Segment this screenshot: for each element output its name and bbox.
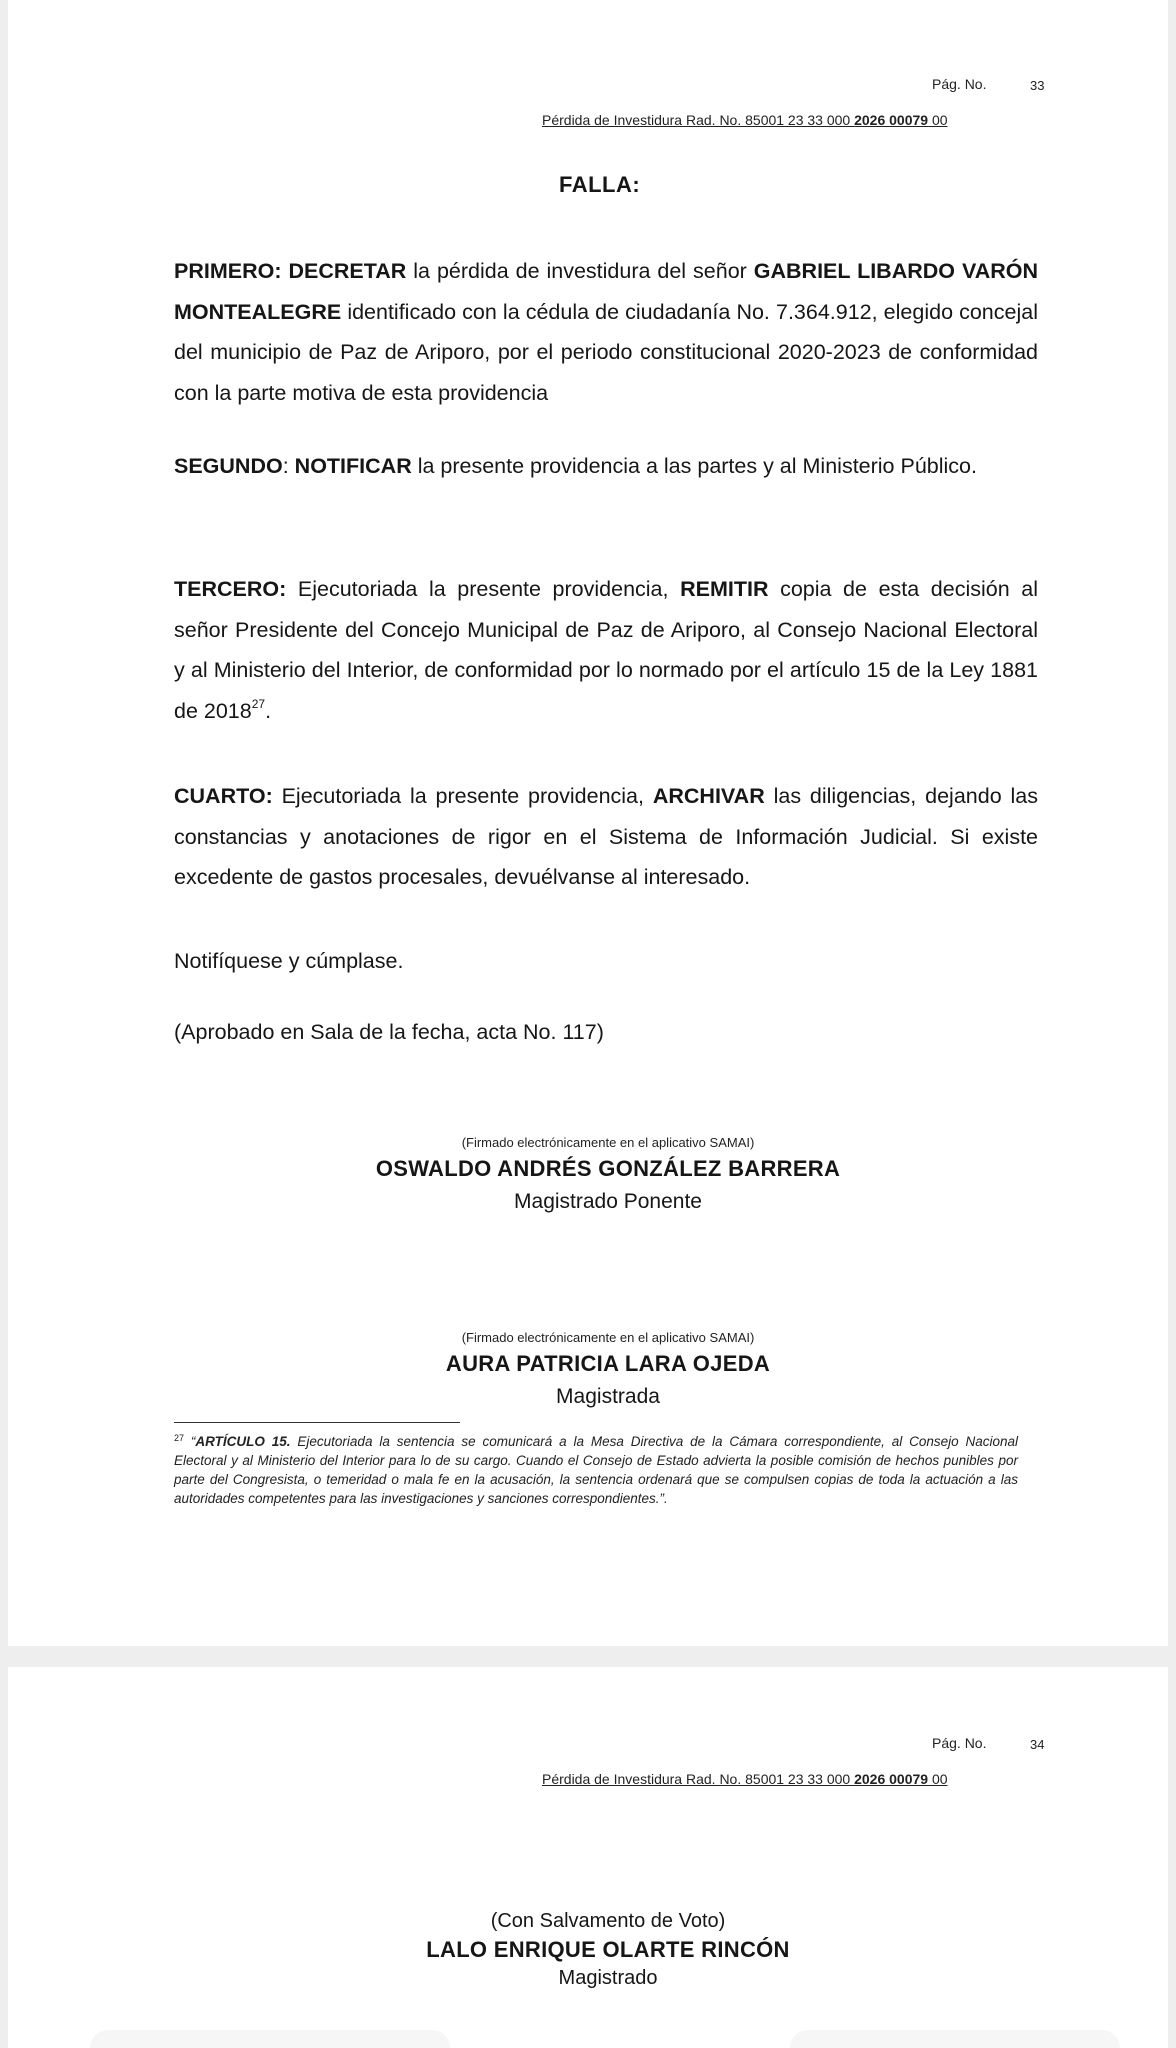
case-reference [542,112,948,128]
footnote-open-quote: “ [184,1434,196,1449]
tercero-text-1: Ejecutoriada la presente providencia, [286,577,681,601]
primero-lead: PRIMERO: DECRETAR [174,259,407,283]
cuarto-text-2: las diligencias, dejando las constancias y anotaciones de rigor en el Sistema de Información Judicial. Si existe excedente de gastos procesales, devuélvanse al interesado. [174,784,1038,889]
signature-block-3 [8,1910,1176,1990]
page-number-label: Pág. No. [932,1735,987,1751]
footnote-reference: 27 [251,696,266,711]
next-page-edge-right [790,2030,1120,2048]
signature-3-name: LALO ENRIQUE OLARTE RINCÓN [426,1937,790,1962]
ruling-cuarto [174,776,1038,898]
signature-block-1 [8,1135,1176,1214]
document-page-34 [8,1667,1168,2048]
page-number-value: 34 [1030,1737,1045,1752]
cuarto-verb: ARCHIVAR [652,784,765,808]
footnote-divider [174,1422,460,1423]
tercero-verb: REMITIR [680,577,769,601]
approval-note: (Aprobado en Sala de la fecha, acta No. 117) [174,1020,604,1044]
signature-3-note: (Con Salvamento de Voto) [490,1910,726,1932]
case-reference-prefix: Pérdida de Investidura Rad. No. 85001 23 33 000 [542,1771,855,1787]
case-reference [542,1771,948,1787]
signature-1-note: (Firmado electrónicamente en el aplicativo SAMAI) [461,1135,755,1150]
primero-name: GABRIEL LIBARDO VARÓN MONTEALEGRE [174,259,1039,324]
segundo-text: la presente providencia a las partes y al Ministerio Público. [411,454,977,478]
page-number-value: 33 [1030,78,1045,93]
tercero-lead: TERCERO: [174,577,287,601]
footnote-heading: ARTÍCULO 15. [195,1434,291,1449]
document-page-33 [8,0,1168,1646]
case-reference-suffix: 00 [928,1771,948,1787]
footnote-text: Ejecutoriada la sentencia se comunicará a la Mesa Directiva de la Cámara correspondiente, al Consejo Nacional Electoral y al Ministerio del Interior para lo de su cargo. Cuando el Consejo de Estado advierta la posible comisión de hechos punibles por parte del Congresista, o temeridad o mala fe en la acusación, la sentencia ordenará que se compulsen copias de toda la actuación a las autoridades competentes para las investigaciones y sanciones correspondientes.”. [174,1434,1019,1506]
segundo-colon: : [282,454,295,478]
primero-text-1: la pérdida de investidura del señor [406,259,754,283]
footnote-number: 27 [174,1433,185,1443]
signature-1-role: Magistrado Ponente [514,1190,702,1213]
ruling-segundo [174,446,1038,487]
signature-2-name: AURA PATRICIA LARA OJEDA [445,1351,771,1376]
signature-1-name: OSWALDO ANDRÉS GONZÁLEZ BARRERA [375,1156,841,1181]
footnote-27 [174,1432,1018,1508]
tercero-text-2: copia de esta decisión al señor Presidente del Concejo Municipal de Paz de Ariporo, al Consejo Nacional Electoral y al Ministerio del Interior, de conformidad por lo normado por el artículo 15 de la Ley 1881 de 2018 [174,577,1038,723]
segundo-lead: SEGUNDO [174,454,283,478]
signature-2-role: Magistrada [556,1385,660,1408]
page-number-label: Pág. No. [932,76,987,92]
primero-text-2: identificado con la cédula de ciudadanía No. 7.364.912, elegido concejal del municipio de Paz de Ariporo, por el periodo constitucional 2020-2023 de conformidad con la parte motiva de esta providencia [174,299,1038,405]
closing-formula: Notifíquese y cúmplase. [174,949,404,973]
case-reference-prefix: Pérdida de Investidura Rad. No. 85001 23 33 000 [542,112,855,128]
signature-2-note: (Firmado electrónicamente en el aplicativo SAMAI) [461,1330,755,1345]
signature-3-role: Magistrado [558,1967,658,1989]
cuarto-lead: CUARTO: [174,784,273,808]
case-reference-number: 2026 00079 [854,112,929,128]
signature-block-2 [8,1330,1176,1409]
next-page-edge-left [90,2030,450,2048]
case-reference-suffix: 00 [928,112,948,128]
tercero-text-3: . [265,698,272,723]
ruling-tercero [174,569,1038,731]
ruling-primero [174,251,1038,413]
cuarto-text-1: Ejecutoriada la presente providencia, [272,784,653,808]
case-reference-number: 2026 00079 [854,1771,929,1787]
ruling-heading: FALLA: [559,172,641,197]
segundo-verb: NOTIFICAR [294,454,412,478]
